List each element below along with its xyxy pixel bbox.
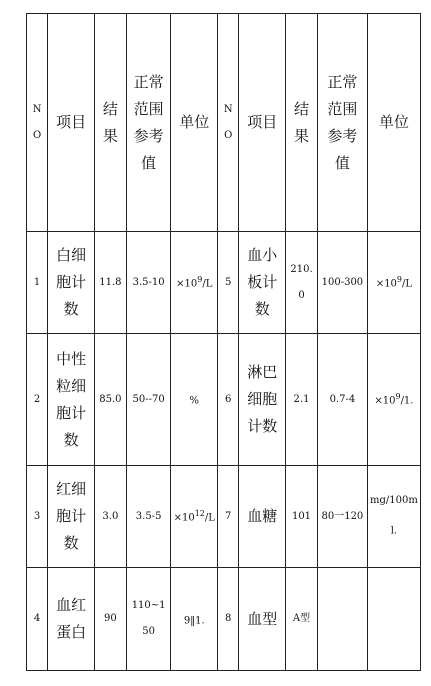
row-range: 80一120	[317, 466, 367, 568]
header-result-right: 结果	[286, 14, 318, 232]
table-row	[27, 232, 421, 334]
header-no-right: NO	[218, 14, 239, 232]
row-unit	[171, 466, 218, 568]
unit-base: ×10	[375, 278, 397, 290]
row-result: A型	[286, 568, 318, 671]
unit-exponent: 9	[197, 275, 203, 285]
unit-base: ×10	[173, 512, 195, 524]
row-no: 1	[27, 232, 48, 334]
row-item: 红细胞计数	[48, 466, 95, 568]
row-no: 4	[27, 568, 48, 671]
row-range	[317, 568, 367, 671]
row-unit	[171, 334, 218, 466]
row-item: 淋巴细胞计数	[239, 334, 286, 466]
row-result: 210.0	[286, 232, 318, 334]
header-unit-left: 单位	[171, 14, 218, 232]
row-item: 血小板计数	[239, 232, 286, 334]
unit-base: ×10	[374, 395, 396, 407]
header-no-left: NO	[27, 14, 48, 232]
row-no: 2	[27, 334, 48, 466]
unit-tail: /1.	[400, 395, 414, 407]
row-no: 5	[218, 232, 239, 334]
row-item: 血红蛋白	[48, 568, 95, 671]
row-unit	[171, 568, 218, 671]
row-unit	[367, 334, 420, 466]
unit-base: 9‖1.	[183, 615, 205, 627]
row-no: 7	[218, 466, 239, 568]
row-unit	[367, 466, 420, 568]
unit-tail: /L	[402, 278, 413, 290]
row-unit	[171, 232, 218, 334]
row-no: 3	[27, 466, 48, 568]
unit-exponent: 9	[396, 275, 403, 285]
row-result: 3.0	[94, 466, 126, 568]
row-item: 血糖	[239, 466, 286, 568]
row-range: 3.5-5	[126, 466, 171, 568]
header-item-left: 项目	[48, 14, 95, 232]
table-row	[27, 466, 421, 568]
row-unit	[367, 232, 420, 334]
unit-exponent: 9	[395, 392, 401, 402]
row-range: 50--70	[126, 334, 171, 466]
row-item: 中性粒细胞计数	[48, 334, 95, 466]
row-result: 85.0	[94, 334, 126, 466]
header-item-right: 项目	[239, 14, 286, 232]
row-unit	[367, 568, 420, 671]
row-range: 0.7-4	[317, 334, 367, 466]
row-range: 110~150	[126, 568, 171, 671]
header-unit-right: 单位	[367, 14, 420, 232]
unit-base: mg/100ml.	[370, 495, 418, 537]
row-no: 8	[218, 568, 239, 671]
header-result-left: 结果	[94, 14, 126, 232]
row-range: 100-300	[317, 232, 367, 334]
header-range-left: 正常范围参考值	[126, 14, 171, 232]
table-row	[27, 568, 421, 671]
unit-base: ×10	[176, 278, 198, 290]
row-range: 3.5-10	[126, 232, 171, 334]
table-row	[27, 334, 421, 466]
header-row	[27, 14, 421, 232]
row-result: 11.8	[94, 232, 126, 334]
row-result: 90	[94, 568, 126, 671]
unit-exponent: 12	[194, 509, 205, 519]
header-range-right: 正常范围参考值	[317, 14, 367, 232]
row-item: 血型	[239, 568, 286, 671]
unit-tail: /L	[204, 512, 215, 524]
row-result: 2.1	[286, 334, 318, 466]
lab-results-table	[26, 13, 421, 671]
unit-base: %	[189, 395, 200, 407]
unit-tail: /L	[202, 278, 213, 290]
row-no: 6	[218, 334, 239, 466]
row-result: 101	[286, 466, 318, 568]
row-item: 白细胞计数	[48, 232, 95, 334]
